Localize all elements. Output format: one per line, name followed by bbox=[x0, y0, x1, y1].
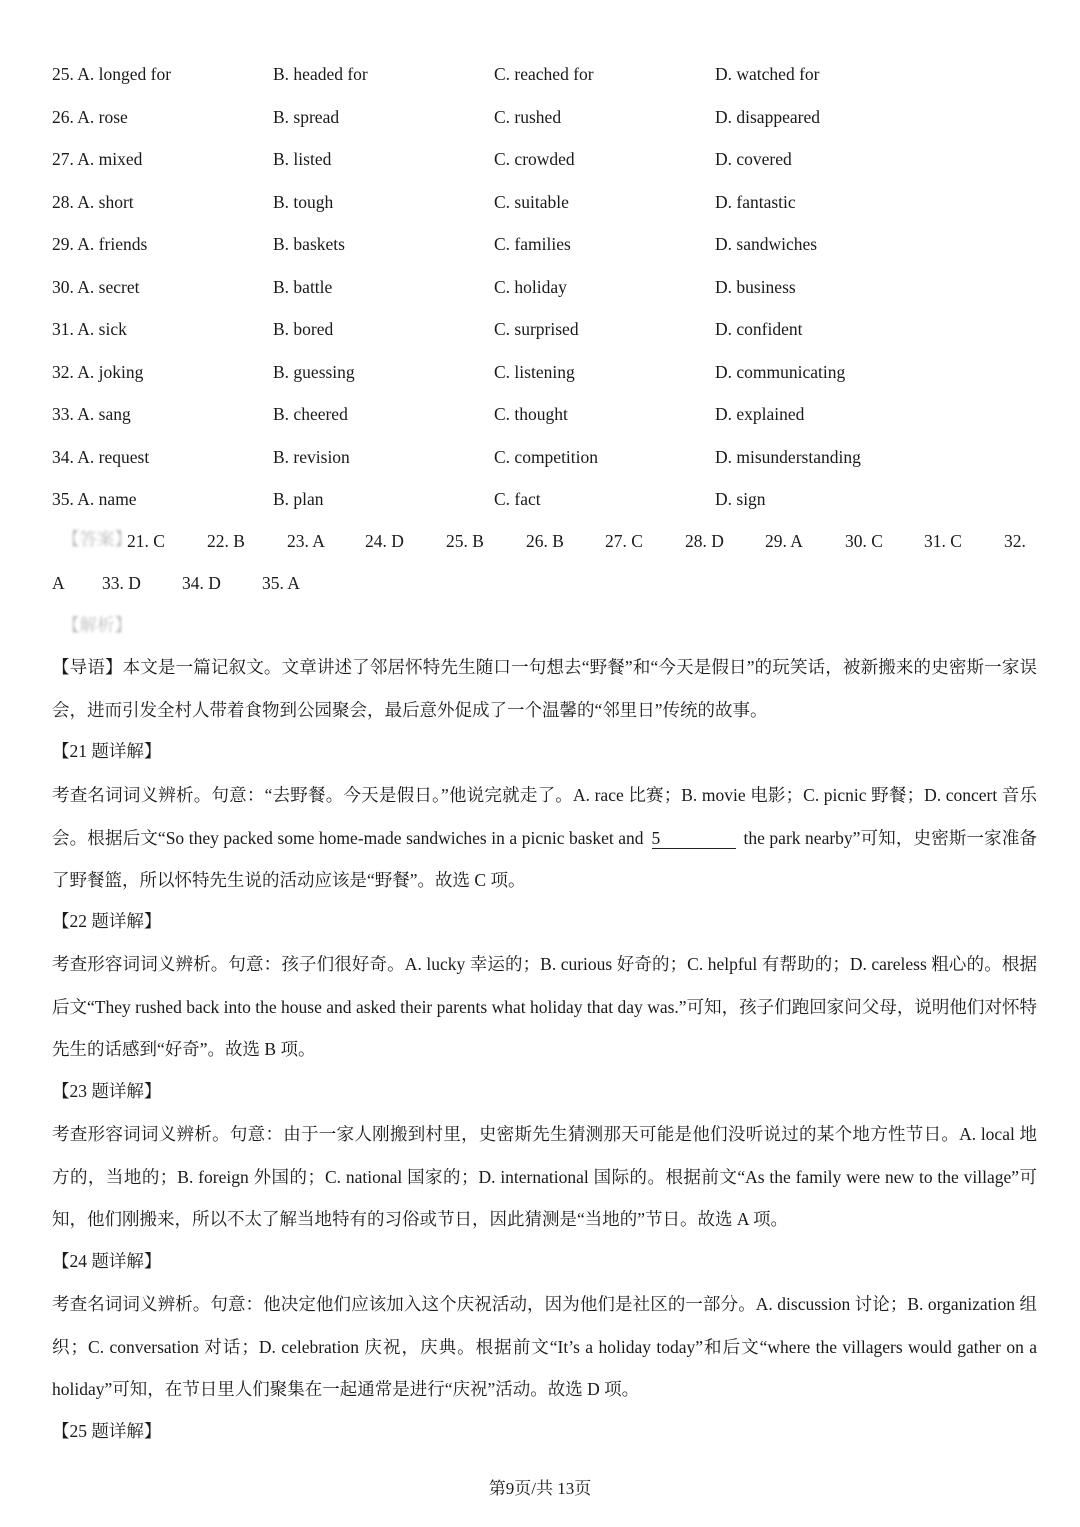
option-d: D. sign bbox=[715, 489, 766, 509]
option-d: D. misunderstanding bbox=[715, 446, 861, 467]
option-d: D. sandwiches bbox=[715, 234, 818, 254]
q22-explanation: 考查形容词词义辨析。句意：孩子们很好奇。A. lucky 幸运的；B. curious 好奇的；C. helpful 有帮助的；D. careless 粗心的。根据后文“They rushed back into the house and asked their parents what holiday that day was.”可知，孩子们跑回家问父母，说明他们对怀特先生的话感到“好奇”。故选 B 项。 bbox=[52, 954, 1037, 1059]
answer-key-line-2 bbox=[52, 568, 1042, 598]
intro-paragraph: 【导语】本文是一篇记叙文。文章讲述了邻居怀特先生随口一句想去“野餐”和“今天是假日”的玩笑话，被新搬来的史密斯一家误会，进而引发全村人带着食物到公园聚会，最后意外促成了一个温馨的“邻里日”传统的故事。 bbox=[52, 657, 1037, 720]
answer-item: 25. B bbox=[446, 531, 484, 551]
answer-key-line-1 bbox=[52, 526, 1042, 556]
option-row bbox=[52, 314, 1042, 344]
option-b: B. baskets bbox=[273, 234, 345, 254]
blank-5: 5 bbox=[652, 828, 736, 849]
option-row bbox=[52, 484, 1042, 514]
option-c: C. families bbox=[494, 234, 571, 254]
option-a: 35. A. name bbox=[52, 489, 137, 509]
option-b: B. listed bbox=[273, 149, 332, 169]
option-row bbox=[52, 442, 1042, 472]
option-d: D. explained bbox=[715, 404, 805, 424]
option-b: B. headed for bbox=[273, 64, 368, 84]
option-a: 32. A. joking bbox=[52, 361, 144, 382]
option-b: B. bored bbox=[273, 319, 334, 339]
q21-text-b: the park nearby”可知，史密斯一家准备了野餐篮，所以怀特先生说的活动应该是“野餐”。故选 C 项。 bbox=[52, 827, 1037, 890]
option-b: B. spread bbox=[273, 106, 340, 127]
option-d: D. covered bbox=[715, 149, 792, 169]
option-a: 31. A. sick bbox=[52, 319, 127, 339]
q21-text-a: 考查名词词义辨析。句意：“去野餐。今天是假日。”他说完就走了。A. race 比赛；B. movie 电影；C. picnic 野餐；D. concert 音乐会。根据后文“So they packed some home-made sandwiches in a picnic basket and bbox=[52, 785, 1037, 848]
option-row bbox=[52, 102, 1042, 132]
option-b: B. plan bbox=[273, 489, 324, 509]
option-d: D. business bbox=[715, 276, 796, 297]
option-c: C. competition bbox=[494, 446, 599, 467]
option-b: B. tough bbox=[273, 191, 334, 212]
option-c: C. suitable bbox=[494, 191, 569, 212]
answer-item: 27. C bbox=[605, 531, 643, 551]
option-a: 27. A. mixed bbox=[52, 149, 143, 169]
q21-explanation bbox=[52, 774, 1037, 902]
option-d: D. communicating bbox=[715, 361, 846, 382]
option-a: 29. A. friends bbox=[52, 234, 148, 254]
option-row bbox=[52, 59, 1042, 89]
option-a: 28. A. short bbox=[52, 191, 134, 212]
option-row bbox=[52, 357, 1042, 387]
q23-heading: 【23 题详解】 bbox=[52, 1081, 162, 1101]
answer-item: 28. D bbox=[685, 531, 724, 551]
option-a: 34. A. request bbox=[52, 446, 150, 467]
option-d: D. disappeared bbox=[715, 106, 820, 127]
answer-item: 35. A bbox=[262, 573, 300, 593]
option-b: B. revision bbox=[273, 446, 350, 467]
answer-label-faded: 【答案】 bbox=[62, 529, 132, 549]
analysis-label-faded: 【解析】 bbox=[62, 615, 132, 635]
page-footer: 第9页/共 13页 bbox=[488, 1479, 592, 1498]
answer-item: 23. A bbox=[287, 531, 325, 551]
option-row bbox=[52, 187, 1042, 217]
q23-explanation: 考查形容词词义辨析。句意：由于一家人刚搬到村里，史密斯先生猜测那天可能是他们没听说过的某个地方性节日。A. local 地方的，当地的；B. foreign 外国的；C. national 国家的；D. international 国际的。根据前文“As the family were new to the village”可知，他们刚搬来，所以不太了解当地特有的习俗或节日，因此猜测是“当地的”节日。故选 A 项。 bbox=[52, 1124, 1037, 1229]
option-a: 26. A. rose bbox=[52, 106, 128, 127]
option-c: C. reached for bbox=[494, 64, 594, 84]
q21-heading: 【21 题详解】 bbox=[52, 741, 162, 761]
option-b: B. guessing bbox=[273, 361, 355, 382]
option-row bbox=[52, 229, 1042, 259]
option-a: 33. A. sang bbox=[52, 404, 131, 424]
q22-heading: 【22 题详解】 bbox=[52, 911, 162, 931]
answer-item: 32. bbox=[1004, 531, 1026, 551]
answer-item: 30. C bbox=[845, 531, 883, 551]
answer-item: 21. C bbox=[127, 531, 165, 551]
answer-item: 33. D bbox=[102, 573, 141, 593]
answer-item: 34. D bbox=[182, 573, 221, 593]
option-c: C. surprised bbox=[494, 319, 579, 339]
option-row bbox=[52, 399, 1042, 429]
answer-item: 26. B bbox=[526, 531, 564, 551]
answer-item: A bbox=[52, 573, 65, 593]
q24-heading: 【24 题详解】 bbox=[52, 1251, 162, 1271]
option-a: 25. A. longed for bbox=[52, 64, 172, 84]
option-d: D. fantastic bbox=[715, 191, 796, 212]
option-row bbox=[52, 144, 1042, 174]
option-b: B. cheered bbox=[273, 404, 348, 424]
answer-item: 24. D bbox=[365, 531, 404, 551]
q25-heading: 【25 题详解】 bbox=[52, 1421, 162, 1441]
option-c: C. listening bbox=[494, 361, 575, 382]
option-c: C. holiday bbox=[494, 276, 567, 297]
option-b: B. battle bbox=[273, 276, 333, 297]
answer-item: 29. A bbox=[765, 531, 803, 551]
option-row bbox=[52, 272, 1042, 302]
q24-explanation: 考查名词词义辨析。句意：他决定他们应该加入这个庆祝活动，因为他们是社区的一部分。A. discussion 讨论；B. organization 组织；C. conversation 对话；D. celebration 庆祝，庆典。根据前文“It’s a holiday today”和后文“where the villagers would gather on a holiday”可知，在节日里人们聚集在一起通常是进行“庆祝”活动。故选 D 项。 bbox=[52, 1294, 1037, 1399]
option-d: D. watched for bbox=[715, 64, 820, 84]
answer-item: 31. C bbox=[924, 531, 962, 551]
option-c: C. crowded bbox=[494, 149, 575, 169]
option-c: C. fact bbox=[494, 489, 541, 509]
option-d: D. confident bbox=[715, 319, 803, 339]
option-a: 30. A. secret bbox=[52, 276, 140, 297]
answer-item: 22. B bbox=[207, 531, 245, 551]
option-c: C. rushed bbox=[494, 106, 562, 127]
option-c: C. thought bbox=[494, 404, 568, 424]
